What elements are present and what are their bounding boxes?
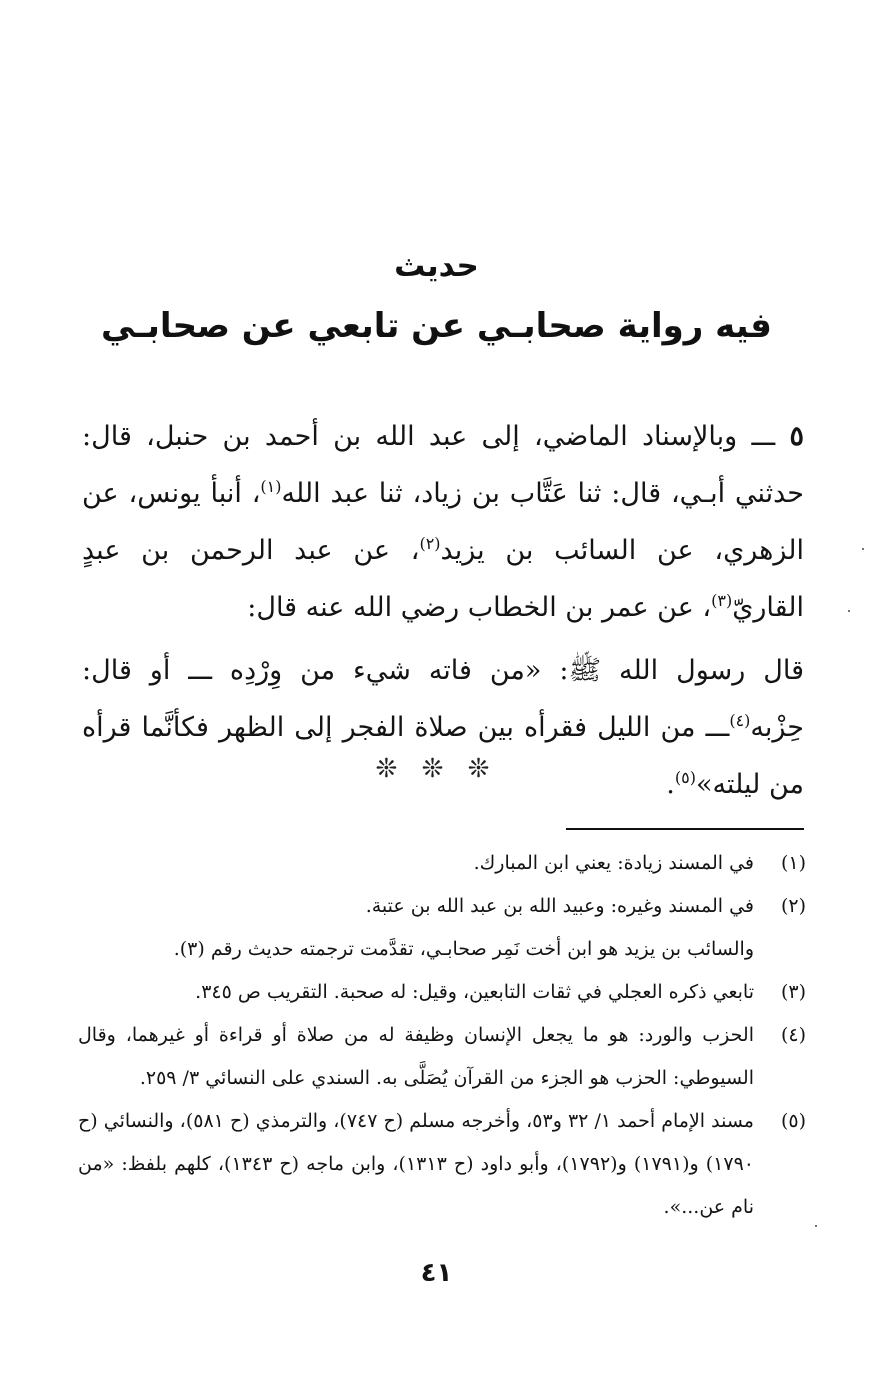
footnote-ref-5[interactable]: (٥) [674, 768, 696, 787]
text-segment: وبالإسناد الماضي، إلى عبد الله بن أحمد بن حنبل، قال: حدثني أبـي، قال: ثنا عَتَّاب بن زياد، ثنا عبد الله [82, 421, 804, 509]
footnote [78, 885, 806, 928]
text-segment: . [666, 769, 675, 800]
footnote-number: (١) [780, 852, 806, 874]
footnote-text: الحزب والورد: هو ما يجعل الإنسان وظيفة له من صلاة أو قراءة أو غيرهما، وقال السيوطي: الحزب هو الجزء من القرآن يُصَلَّى به. السندي على النسائي ٣/ ٢٥٩. [78, 1024, 754, 1089]
scan-speck [862, 548, 864, 550]
footnote-ref-2[interactable]: (٢) [419, 534, 441, 553]
main-text [82, 408, 804, 813]
footnote-text: مسند الإمام أحمد ١/ ٣٢ و٥٣، وأخرجه مسلم (ح ٧٤٧)، والترمذي (ح ٥٨١)، والنسائي (ح ١٧٩٠) و(١٧٩١) و(١٧٩٢)، وأبو داود (ح ١٣١٣)، وابن ماجه (ح ١٣٤٣)، كلهم بلفظ: «من نام عن...». [78, 1110, 754, 1218]
text-segment: قال رسول الله ﷺ: «من فاته شيء من وِرْدِه ـــ أو قال: حِزْبه [82, 655, 804, 743]
footnote-number: (٤) [780, 1024, 806, 1046]
footnote-text: والسائب بن يزيد هو ابن أخت نَمِر صحابـي، تقدَّمت ترجمته حديث رقم (٣). [173, 938, 754, 960]
footnote-text: في المسند وغيره: وعبيد الله بن عبد الله بن عتبة. [365, 895, 754, 917]
text-segment: ، عن عمر بن الخطاب رضي الله عنه قال: [247, 592, 712, 623]
text-segment: ـــ من الليل فقرأه بين صلاة الفجر إلى الظهر فكأنَّما قرأه من ليلته» [82, 712, 804, 800]
dash: ـــ [737, 421, 790, 452]
page-number: ٤١ [420, 1258, 453, 1288]
hadith-matn-paragraph [82, 642, 804, 813]
footnote-number: (٣) [780, 981, 806, 1003]
text-segment: ، أنبأ يونس، عن الزهري، عن السائب بن يزيد [82, 478, 804, 566]
scan-speck [815, 1225, 817, 1227]
footnote-number [754, 928, 806, 971]
footnote-number: (٥) [780, 1110, 806, 1132]
footnote-ref-1[interactable]: (١) [260, 477, 282, 496]
footnote-ref-4[interactable]: (٤) [729, 711, 751, 730]
footnote [78, 1014, 806, 1100]
footnote-text: في المسند زيادة: يعني ابن المبارك. [473, 852, 754, 874]
footnotes [78, 842, 806, 1229]
footnote-divider [566, 828, 804, 830]
text-segment: ، عن عبد الرحمن بن عبدٍ القاريّ [82, 535, 804, 623]
footnote-text: تابعي ذكره العجلي في ثقات التابعين، وقيل: له صحبة. التقريب ص ٣٤٥. [195, 981, 754, 1003]
footnote-number: (٢) [780, 895, 806, 917]
footnote-ref-3[interactable]: (٣) [711, 591, 733, 610]
footnote-continuation [78, 928, 806, 971]
hadith-number: ٥ [789, 421, 804, 452]
footnote [78, 971, 806, 1014]
chapter-subtitle: فيه رواية صحابـي عن تابعي عن صحابـي [101, 306, 772, 346]
footnote [78, 1100, 806, 1229]
scan-speck [848, 610, 850, 612]
section-separator-stars: ❊ ❊ ❊ [375, 754, 498, 784]
footnote [78, 842, 806, 885]
chapter-title: حديث [394, 248, 479, 284]
hadith-isnad-paragraph [82, 408, 804, 636]
